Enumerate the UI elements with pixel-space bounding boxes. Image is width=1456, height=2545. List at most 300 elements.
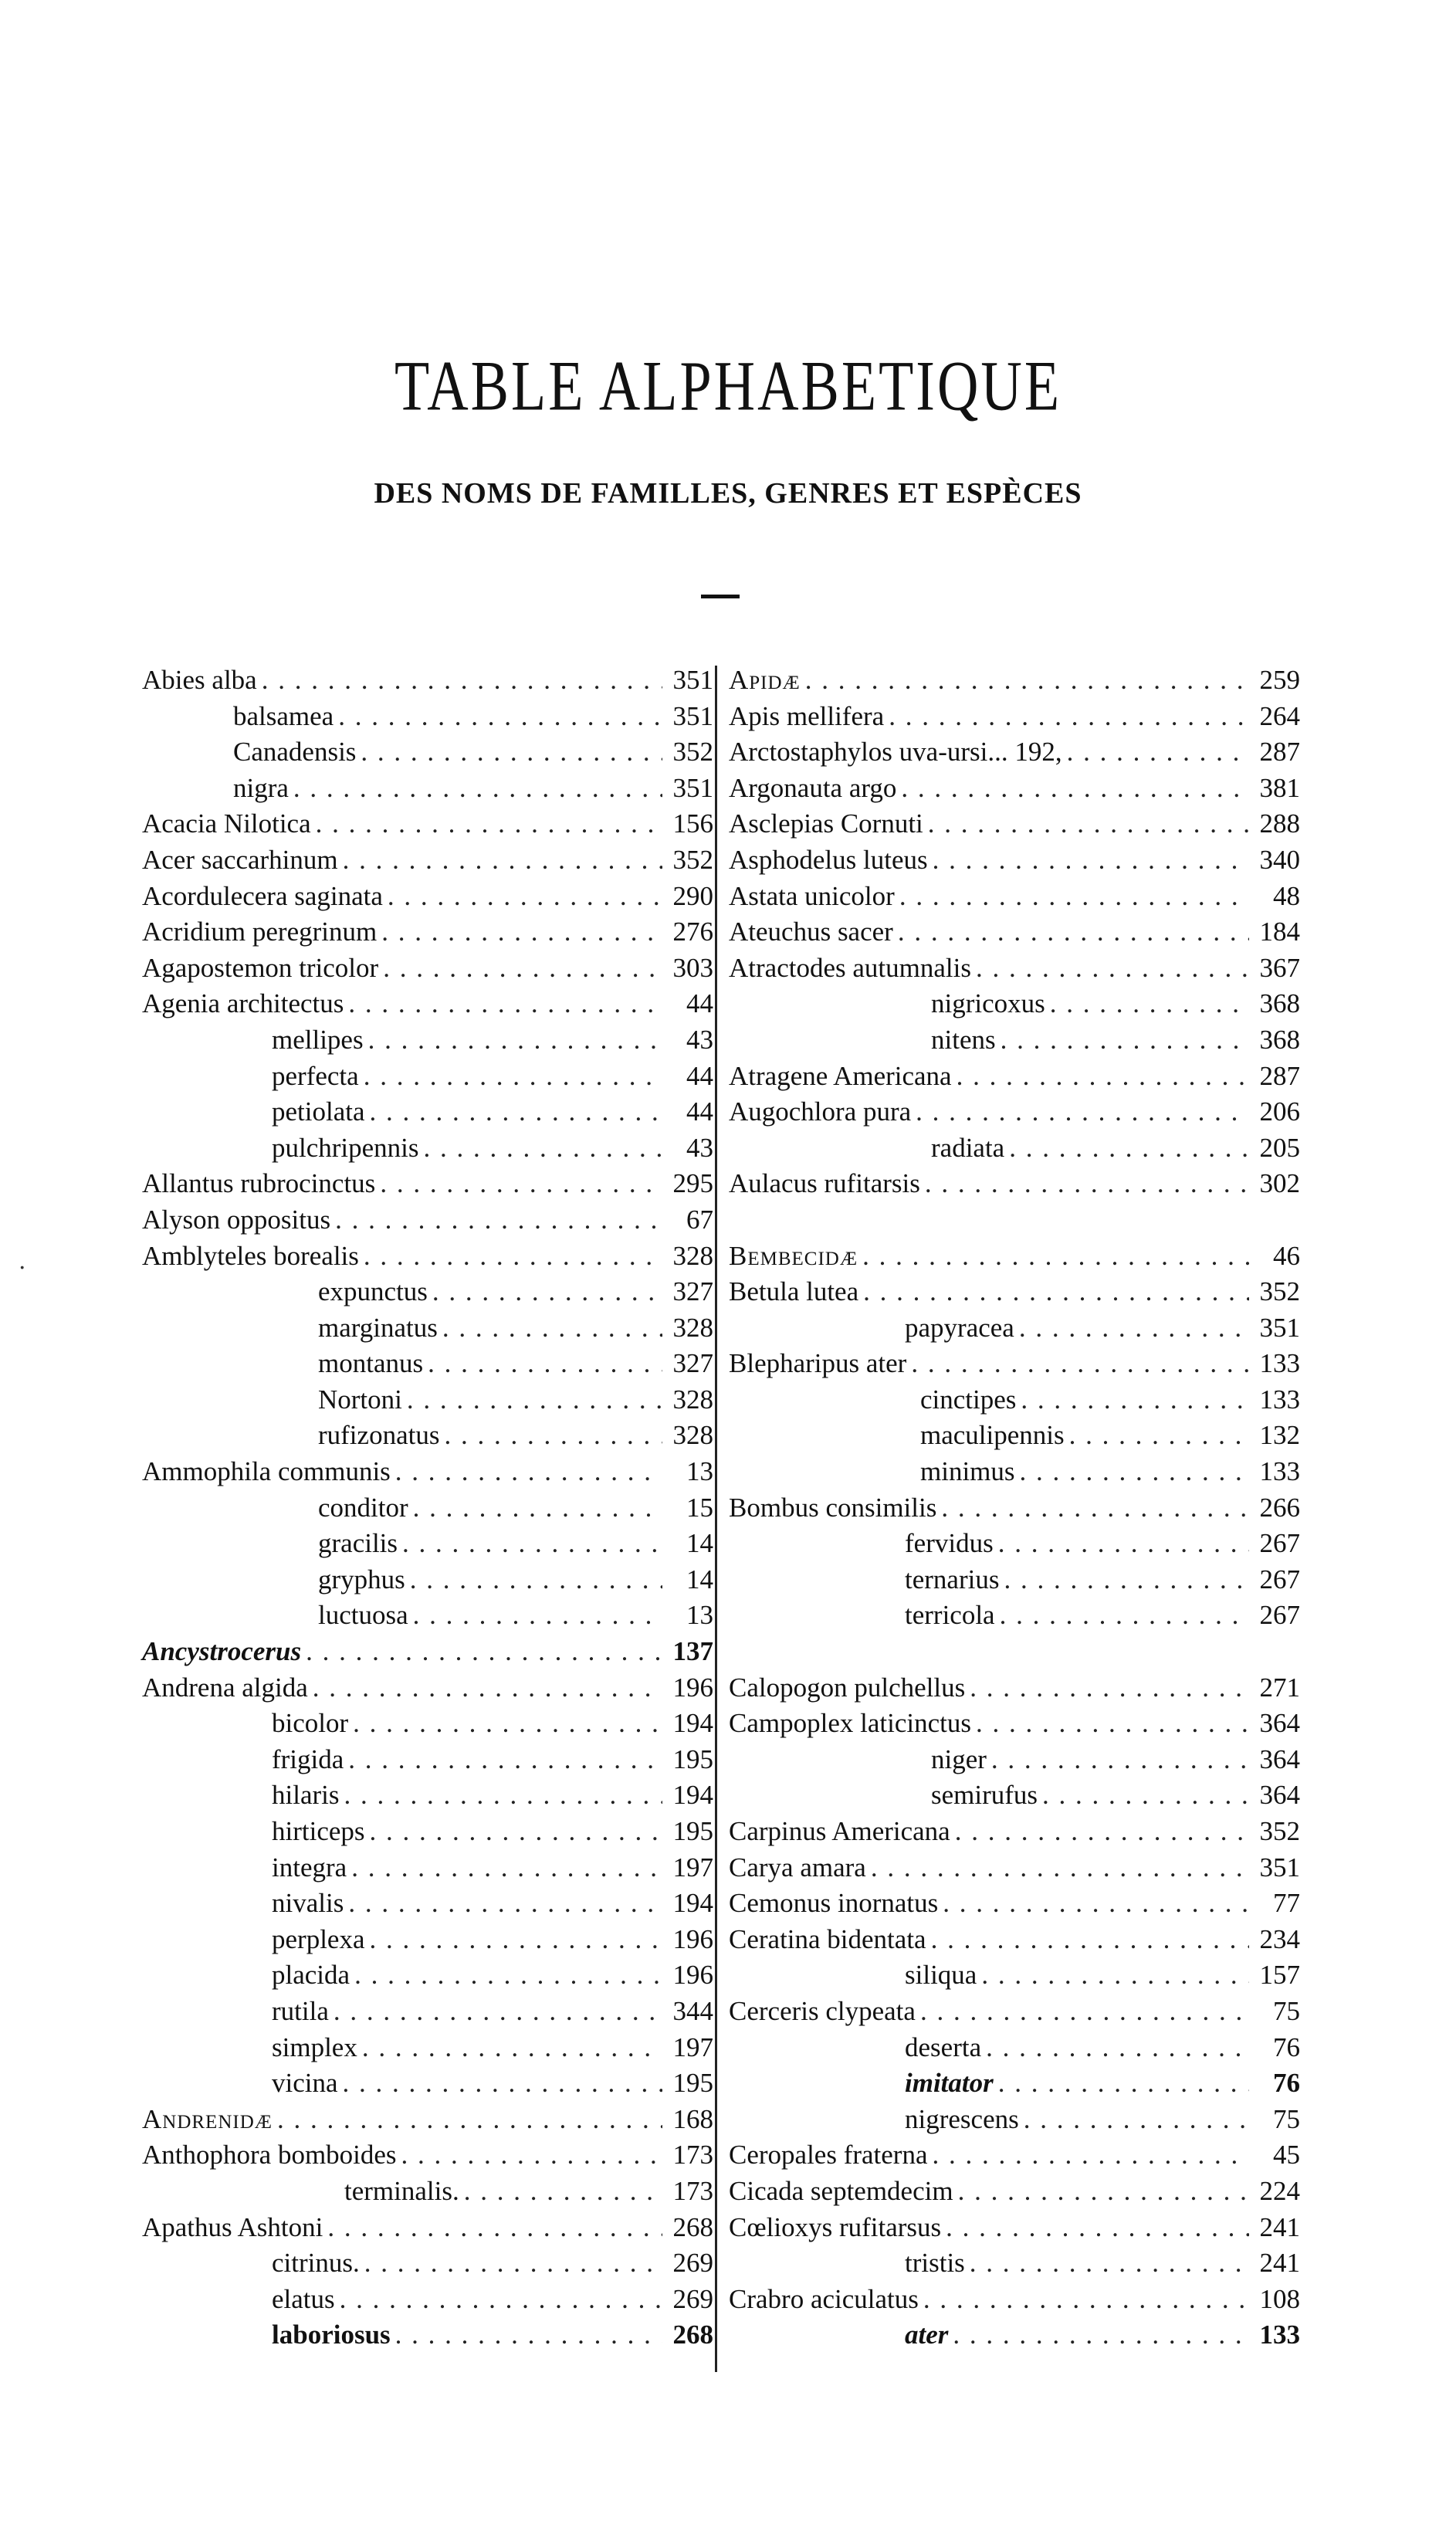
entry-name: Campoplex laticinctus <box>729 1708 971 1739</box>
entry-name: ternarius <box>905 1564 1000 1594</box>
entry-name: semirufus <box>931 1780 1038 1811</box>
index-entry <box>142 771 713 807</box>
entry-name: siliqua <box>905 1960 977 1991</box>
entry-page: 132 <box>1259 1420 1300 1451</box>
entry-page: 352 <box>1259 1276 1300 1307</box>
dot-leader <box>277 2102 662 2138</box>
dot-leader <box>364 2245 662 2282</box>
entry-page: 44 <box>686 1096 713 1127</box>
dot-leader <box>354 1957 662 1994</box>
dot-leader <box>1009 1130 1249 1167</box>
entry-page: 352 <box>672 844 713 875</box>
entry-name: Acridium peregrinum <box>142 917 378 947</box>
entry-page: 269 <box>672 2248 713 2279</box>
dot-leader <box>335 1202 662 1239</box>
dot-leader <box>899 879 1249 915</box>
entry-name: conditor <box>318 1492 408 1523</box>
index-entry <box>142 1886 713 1922</box>
entry-name: nitens <box>931 1024 996 1055</box>
entry-name: Agapostemon tricolor <box>142 952 379 983</box>
entry-page: 196 <box>672 1923 713 1954</box>
column-divider <box>715 666 717 2372</box>
entry-page: 194 <box>672 1888 713 1919</box>
entry-page: 290 <box>672 880 713 911</box>
dot-leader <box>925 1166 1249 1202</box>
entry-page: 302 <box>1259 1168 1300 1199</box>
dot-leader <box>991 1742 1249 1778</box>
dot-leader <box>381 914 662 951</box>
dot-leader <box>306 1634 662 1670</box>
index-entry <box>142 1850 713 1886</box>
entry-name: Nortoni <box>318 1384 402 1415</box>
index-entry <box>142 1706 713 1742</box>
entry-name: rufizonatus <box>318 1420 440 1451</box>
entry-name: Amblyteles borealis <box>142 1240 359 1271</box>
index-entry <box>142 1382 713 1418</box>
dot-leader <box>1067 734 1249 771</box>
entry-name: Argonauta argo <box>729 772 897 803</box>
entry-page: 340 <box>1259 844 1300 875</box>
dot-leader <box>998 1526 1249 1562</box>
page-subtitle: DES NOMS DE FAMILLES, GENRES ET ESPÈCES <box>374 477 1082 510</box>
dot-leader <box>343 842 662 879</box>
dot-leader <box>916 1094 1249 1130</box>
entry-page: 194 <box>672 1780 713 1811</box>
entry-name: maculipennis <box>920 1420 1065 1451</box>
dot-leader <box>364 1059 662 1095</box>
entry-page: 381 <box>1259 772 1300 803</box>
entry-name: Asclepias Cornuti <box>729 808 923 839</box>
entry-name: Ceratina bidentata <box>729 1923 926 1954</box>
entry-name: tristis <box>905 2248 965 2279</box>
dot-leader <box>316 806 662 842</box>
entry-page: 14 <box>686 1564 713 1594</box>
index-entry <box>729 1094 1300 1130</box>
dot-leader <box>805 663 1249 699</box>
entry-page: 197 <box>672 2032 713 2062</box>
entry-name: Cemonus inornatus <box>729 1888 939 1919</box>
entry-name: Alyson oppositus <box>142 1204 331 1235</box>
index-entry <box>142 1274 713 1310</box>
entry-name: luctuosa <box>318 1600 408 1631</box>
entry-page: 264 <box>1259 700 1300 731</box>
entry-name: perplexa <box>272 1923 365 1954</box>
dot-leader <box>986 2030 1249 2066</box>
entry-name: simplex <box>272 2032 357 2062</box>
index-entry <box>729 2065 1300 2102</box>
entry-name: bicolor <box>272 1708 349 1739</box>
entry-name: Apathus Ashtoni <box>142 2211 323 2242</box>
index-entry <box>142 2245 713 2282</box>
entry-page: 196 <box>672 1960 713 1991</box>
entry-name: Astata unicolor <box>729 880 895 911</box>
dot-leader <box>1000 1598 1249 1634</box>
entry-page: 351 <box>672 700 713 731</box>
entry-name: Canadensis <box>233 737 357 768</box>
entry-page: 327 <box>672 1276 713 1307</box>
dot-leader <box>444 1418 662 1454</box>
entry-page: 197 <box>672 1852 713 1882</box>
dot-leader <box>362 2030 662 2066</box>
entry-name: vicina <box>272 2068 338 2099</box>
dot-leader <box>351 1850 662 1886</box>
entry-page: 157 <box>1259 1960 1300 1991</box>
entry-page: 195 <box>672 2068 713 2099</box>
entry-page: 43 <box>686 1132 713 1163</box>
entry-name: Andrenidæ <box>142 2103 273 2134</box>
dot-leader <box>262 663 662 699</box>
entry-name: perfecta <box>272 1060 359 1091</box>
index-entry <box>142 1202 713 1239</box>
entry-page: 351 <box>1259 1312 1300 1343</box>
dot-leader <box>395 1454 662 1490</box>
dot-leader <box>402 1526 662 1562</box>
dot-leader <box>953 2317 1249 2354</box>
entry-name: hirticeps <box>272 1816 365 1846</box>
entry-name: Andrena algida <box>142 1672 308 1703</box>
entry-name: frigida <box>272 1744 344 1774</box>
entry-name: Atragene Americana <box>729 1060 952 1091</box>
entry-name: Carpinus Americana <box>729 1816 950 1846</box>
entry-page: 364 <box>1259 1780 1300 1811</box>
index-entry <box>142 879 713 915</box>
index-entry <box>729 2030 1300 2066</box>
entry-page: 241 <box>1259 2248 1300 2279</box>
index-entry <box>142 1670 713 1706</box>
index-spacer <box>729 1634 1300 1670</box>
index-entry <box>729 806 1300 842</box>
dot-leader <box>1004 1562 1249 1598</box>
dot-leader <box>368 1022 662 1059</box>
dot-leader <box>410 1562 662 1598</box>
entry-page: 75 <box>1273 2103 1300 2134</box>
index-entry <box>142 842 713 879</box>
index-entry <box>729 663 1300 699</box>
index-entry <box>729 986 1300 1022</box>
entry-name: Atractodes autumnalis <box>729 952 971 983</box>
dot-leader <box>413 1598 662 1634</box>
index-entry <box>729 1418 1300 1454</box>
entry-name: Cerceris clypeata <box>729 1995 916 2026</box>
entry-page: 168 <box>672 2103 713 2134</box>
dot-leader <box>348 1742 662 1778</box>
index-entry <box>142 699 713 735</box>
entry-page: 44 <box>686 988 713 1019</box>
index-spacer <box>729 1202 1300 1239</box>
index-entry <box>142 1239 713 1275</box>
entry-page: 234 <box>1259 1923 1300 1954</box>
entry-page: 184 <box>1259 917 1300 947</box>
entry-page: 48 <box>1273 880 1300 911</box>
dot-leader <box>380 1166 662 1202</box>
entry-page: 76 <box>1273 2068 1300 2099</box>
entry-page: 287 <box>1259 737 1300 768</box>
dot-leader <box>348 1886 662 1922</box>
index-entry <box>142 1094 713 1130</box>
entry-page: 271 <box>1259 1672 1300 1703</box>
entry-page: 328 <box>672 1420 713 1451</box>
index-entry <box>142 2174 713 2210</box>
index-entry <box>729 1777 1300 1814</box>
entry-name: Apis mellifera <box>729 700 885 731</box>
dot-leader <box>340 2282 662 2318</box>
dot-leader <box>976 951 1249 987</box>
entry-name: placida <box>272 1960 350 1991</box>
index-entry <box>729 2282 1300 2318</box>
entry-page: 133 <box>1259 1384 1300 1415</box>
index-entry <box>729 734 1300 771</box>
index-entry <box>142 2065 713 2102</box>
entry-page: 133 <box>1259 2320 1300 2350</box>
dot-leader <box>313 1670 662 1706</box>
entry-name: Ceropales fraterna <box>729 2140 928 2171</box>
entry-page: 137 <box>672 1636 713 1667</box>
entry-name: cinctipes <box>920 1384 1017 1415</box>
dot-leader <box>369 1922 662 1958</box>
index-entry <box>142 2102 713 2138</box>
index-entry <box>729 1814 1300 1850</box>
index-entry <box>729 1310 1300 1347</box>
entry-page: 351 <box>1259 1852 1300 1882</box>
dot-leader <box>933 2137 1250 2174</box>
index-entry <box>142 1634 713 1670</box>
index-entry <box>729 1957 1300 1994</box>
index-entry <box>729 1274 1300 1310</box>
dot-leader <box>970 2245 1249 2282</box>
index-entry <box>729 2137 1300 2174</box>
entry-name: Calopogon pulchellus <box>729 1672 966 1703</box>
entry-name: Acordulecera saginata <box>142 880 383 911</box>
entry-page: 15 <box>686 1492 713 1523</box>
entry-page: 14 <box>686 1528 713 1559</box>
entry-page: 368 <box>1259 988 1300 1019</box>
dot-leader <box>1042 1777 1249 1814</box>
index-entry <box>729 2245 1300 2282</box>
entry-page: 303 <box>672 952 713 983</box>
entry-page: 267 <box>1259 1600 1300 1631</box>
dot-leader <box>334 1994 662 2030</box>
entry-page: 268 <box>672 2211 713 2242</box>
index-entry <box>729 1239 1300 1275</box>
index-entry <box>729 1922 1300 1958</box>
index-entry <box>729 1562 1300 1598</box>
index-entry <box>142 734 713 771</box>
index-entry <box>142 1454 713 1490</box>
entry-page: 259 <box>1259 665 1300 695</box>
entry-page: 75 <box>1273 1995 1300 2026</box>
entry-page: 194 <box>672 1708 713 1739</box>
entry-name: papyracea <box>905 1312 1014 1343</box>
dot-leader <box>293 771 662 807</box>
index-entry <box>729 1382 1300 1418</box>
index-entry <box>142 1777 713 1814</box>
entry-page: 327 <box>672 1348 713 1379</box>
dot-leader <box>920 1994 1249 2030</box>
entry-name: fervidus <box>905 1528 994 1559</box>
dot-leader <box>388 879 662 915</box>
entry-name: Betula lutea <box>729 1276 859 1307</box>
entry-name: Ateuchus sacer <box>729 917 893 947</box>
entry-page: 364 <box>1259 1708 1300 1739</box>
dot-leader <box>343 2065 662 2102</box>
index-entry <box>142 1490 713 1527</box>
index-entry <box>729 2102 1300 2138</box>
entry-page: 352 <box>1259 1816 1300 1846</box>
index-entry <box>142 1022 713 1059</box>
dot-leader <box>998 2065 1249 2102</box>
entry-page: 287 <box>1259 1060 1300 1091</box>
dot-leader <box>1019 1310 1249 1347</box>
entry-page: 367 <box>1259 952 1300 983</box>
dot-leader <box>1021 1382 1249 1418</box>
entry-page: 173 <box>672 2140 713 2171</box>
entry-name: nivalis <box>272 1888 344 1919</box>
dot-leader <box>928 806 1249 842</box>
index-entry <box>729 1454 1300 1490</box>
entry-page: 352 <box>672 737 713 768</box>
dot-leader <box>370 1814 662 1850</box>
index-entry <box>729 1742 1300 1778</box>
dot-leader <box>981 1957 1249 1994</box>
entry-name: pulchripennis <box>272 1132 419 1163</box>
index-entry <box>142 806 713 842</box>
dot-leader <box>911 1346 1249 1382</box>
entry-name: Ammophila communis <box>142 1456 391 1487</box>
dot-leader <box>943 1886 1249 1922</box>
title-rule <box>701 595 740 598</box>
entry-name: Ancystrocerus <box>142 1636 302 1667</box>
dot-leader <box>464 2174 662 2210</box>
entry-page: 268 <box>672 2320 713 2350</box>
entry-name: Bombus consimilis <box>729 1492 937 1523</box>
dot-leader <box>348 986 662 1022</box>
entry-page: 173 <box>672 2175 713 2206</box>
dot-leader <box>1069 1418 1249 1454</box>
entry-page: 196 <box>672 1672 713 1703</box>
dot-leader <box>923 2282 1249 2318</box>
entry-name: deserta <box>905 2032 982 2062</box>
index-entry <box>729 1598 1300 1634</box>
dot-leader <box>432 1274 662 1310</box>
dot-leader <box>1020 1454 1249 1490</box>
index-entry <box>142 1310 713 1347</box>
entry-name: nigrescens <box>905 2103 1019 2134</box>
dot-leader <box>353 1706 662 1742</box>
entry-page: 45 <box>1273 2140 1300 2171</box>
dot-leader <box>898 914 1249 951</box>
entry-page: 13 <box>686 1456 713 1487</box>
index-entry <box>142 1922 713 1958</box>
entry-name: Blepharipus ater <box>729 1348 907 1379</box>
entry-name: Asphodelus luteus <box>729 844 928 875</box>
entry-name: Bembecidæ <box>729 1240 858 1271</box>
dot-leader <box>383 951 662 987</box>
entry-page: 156 <box>672 808 713 839</box>
entry-name: nigricoxus <box>931 988 1045 1019</box>
index-entry <box>142 1059 713 1095</box>
entry-page: 133 <box>1259 1348 1300 1379</box>
entry-name: petiolata <box>272 1096 365 1127</box>
index-entry <box>729 771 1300 807</box>
entry-page: 328 <box>672 1312 713 1343</box>
index-entry <box>729 699 1300 735</box>
entry-page: 328 <box>672 1240 713 1271</box>
entry-name: Allantus rubrocinctus <box>142 1168 376 1199</box>
index-entry <box>729 879 1300 915</box>
index-entry <box>142 2282 713 2318</box>
index-entry <box>142 1994 713 2030</box>
entry-page: 44 <box>686 1060 713 1091</box>
index-entry <box>729 1346 1300 1382</box>
dot-leader <box>442 1310 662 1347</box>
dot-leader <box>871 1850 1249 1886</box>
entry-name: montanus <box>318 1348 424 1379</box>
entry-page: 195 <box>672 1744 713 1774</box>
index-entry <box>729 1886 1300 1922</box>
dot-leader <box>327 2210 662 2246</box>
entry-page: 195 <box>672 1816 713 1846</box>
entry-page: 351 <box>672 665 713 695</box>
index-entry <box>142 663 713 699</box>
index-entry <box>142 1562 713 1598</box>
entry-page: 46 <box>1273 1240 1300 1271</box>
entry-name: Augochlora pura <box>729 1096 912 1127</box>
dot-leader <box>407 1382 662 1418</box>
dot-leader <box>1050 986 1249 1022</box>
entry-page: 276 <box>672 917 713 947</box>
index-entry <box>142 986 713 1022</box>
entry-page: 295 <box>672 1168 713 1199</box>
index-entry <box>729 1706 1300 1742</box>
index-entry <box>142 1957 713 1994</box>
entry-page: 224 <box>1259 2175 1300 2206</box>
entry-page: 241 <box>1259 2211 1300 2242</box>
index-entry <box>142 1130 713 1167</box>
index-entry <box>729 1022 1300 1059</box>
dot-leader <box>941 1490 1249 1527</box>
entry-page: 364 <box>1259 1744 1300 1774</box>
index-entry <box>729 842 1300 879</box>
index-entry <box>729 914 1300 951</box>
page-title: TABLE ALPHABETIQUE <box>394 347 1062 426</box>
entry-page: 67 <box>686 1204 713 1235</box>
entry-name: Aulacus rufitarsis <box>729 1168 920 1199</box>
index-entry <box>142 1814 713 1850</box>
entry-page: 13 <box>686 1600 713 1631</box>
entry-name: imitator <box>905 2068 994 2099</box>
entry-page: 351 <box>672 772 713 803</box>
dot-leader <box>424 1130 662 1167</box>
entry-page: 368 <box>1259 1024 1300 1055</box>
entry-page: 267 <box>1259 1564 1300 1594</box>
dot-leader <box>976 1706 1249 1742</box>
entry-name: radiata <box>931 1132 1005 1163</box>
entry-name: Crabro aciculatus <box>729 2283 919 2314</box>
dot-leader <box>344 1777 662 1814</box>
entry-page: 328 <box>672 1384 713 1415</box>
index-entry <box>142 1598 713 1634</box>
dot-leader <box>889 699 1249 735</box>
entry-page: 266 <box>1259 1492 1300 1523</box>
dot-leader <box>428 1346 662 1382</box>
entry-name: Arctostaphylos uva-ursi... 192, <box>729 737 1062 768</box>
index-entry <box>142 2030 713 2066</box>
entry-name: Cœlioxys rufitarsus <box>729 2211 942 2242</box>
entry-name: terminalis. <box>344 2175 459 2206</box>
entry-name: integra <box>272 1852 347 1882</box>
index-column-right <box>729 663 1300 2354</box>
dot-leader <box>361 734 662 771</box>
